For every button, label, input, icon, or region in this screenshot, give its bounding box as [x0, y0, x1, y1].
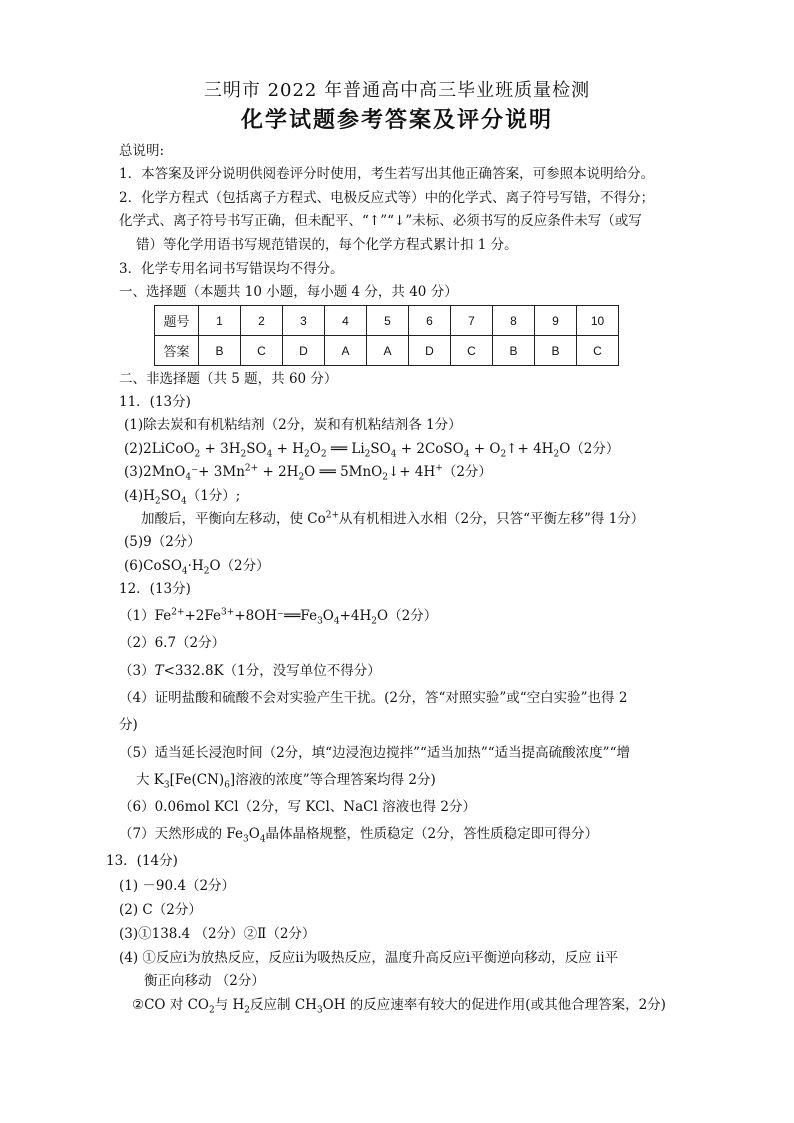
answer-cell: C [241, 336, 283, 366]
q11-answer-2: (2)2LiCoO$_2$ + $3H_2SO_4 + H_2O_2$ ══ $Li_2SO_4$ + 2CoSO$_4$ + $O_2↑+ 4H_2O(2$分） [124, 441, 620, 460]
row-label-answer: 答案 [155, 336, 199, 366]
table-row [155, 336, 619, 366]
question-number: 5 [367, 306, 409, 336]
question-number: 4 [325, 306, 367, 336]
q13-answer-4-cont: 衡正向移动 （2分） [144, 973, 265, 989]
q12-answer-2: （2）6.7（2分） [119, 635, 226, 651]
q12-answer-5: （5）适当延长浸泡时间（2分，填“边浸泡边搅拌”“适当加热”“适当提高硫酸浓度”“增 [119, 745, 630, 761]
document-title: 三明市 2022 年普通高中高三毕业班质量检测 [203, 80, 591, 101]
part2-heading: 二、非选择题（共 5 题，共 60 分） [119, 371, 338, 387]
q13-answer-4b: ②CO 对 $CO_2$与 $H_2$反应制 $CH_3OH$ 的反应速率有较大的促进作用(或其他合理答案，2分) [132, 997, 666, 1016]
q12-answer-1: $(1)Fe^{2+}+2Fe^{3+}+8OH^-══Fe_3O_4+4H_2O(2$分） [119, 607, 438, 627]
general-note-2-cont: 化学式、离子符号书写正确，但未配平、“↑”“↓”未标、必须书写的反应条件未写（或写 [119, 213, 642, 229]
table-row [155, 306, 619, 336]
q12-answer-6: （6）0.06mol KCl（2分，写 KCl、NaCl 溶液也得 2分） [119, 799, 476, 815]
question-number: 1 [199, 306, 241, 336]
q12-answer-5-cont: 大 $K_3[Fe(CN)_6]$溶液的浓度”等合理答案均得 2分) [136, 772, 436, 791]
general-note-2-cont2: 错）等化学用语书写规范错误的，每个化学方程式累计扣 1 分。 [136, 237, 518, 253]
q11-answer-1: (1)除去炭和有机粘结剂（2分，炭和有机粘结剂各 1分） [124, 417, 462, 433]
answer-cell: B [493, 336, 535, 366]
q11-answer-5: (5)9（2分） [124, 534, 201, 550]
question-number: 3 [283, 306, 325, 336]
q11-answer-4-cont: 加酸后，平衡向左移动，使 $Co^{2+}$从有机相进入水相（2分，只答“平衡左移”得 1分） [141, 510, 645, 527]
q11-answer-6: $(6)CoSO_4\cdot H_2O(2$分） [124, 558, 270, 577]
q11-heading: 11．(13分) [119, 394, 191, 410]
q13-heading: 13．(14分) [106, 853, 178, 869]
general-note-2: 2．化学方程式（包括离子方程式、电极反应式等）中的化学式、离子符号写错，不得分； [119, 190, 655, 206]
part1-heading: 一、选择题（本题共 10 小题，每小题 4 分，共 40 分） [119, 284, 458, 300]
q11-answer-4: $(4)H_2SO_4(1$分）; [124, 488, 241, 507]
answer-cell: A [367, 336, 409, 366]
answer-cell: C [577, 336, 619, 366]
general-note-3: 3．化学专用名词书写错误均不得分。 [119, 261, 344, 277]
q12-answer-3: （3）T<332.8K（1分，没写单位不得分） [119, 663, 381, 679]
q11-answer-3: $(3)2MnO_4^-+ 3Mn^{2+} + 2H_2O$ ══ 5MnO$_2$↓+ 4H+（2分） [124, 463, 492, 483]
answer-cell: A [325, 336, 367, 366]
q12-answer-7: （7）天然形成的 $Fe_3O_4$晶体晶格规整，性质稳定（2分，答性质稳定即可得分） [119, 826, 599, 845]
q13-answer-1: (1) －90.4（2分） [119, 878, 236, 894]
q12-answer-4: （4）证明盐酸和硫酸不会对实验产生干扰。(2分，答“对照实验”或“空白实验”也得 2 [119, 690, 628, 706]
q12-answer-4-cont: 分) [119, 717, 138, 733]
question-number: 8 [493, 306, 535, 336]
q13-answer-4: (4) ①反应ⅰ为放热反应，反应ⅱ为吸热反应，温度升高反应ⅰ平衡逆向移动，反应 ⅱ平 [119, 950, 619, 966]
general-heading: 总说明: [119, 143, 165, 159]
answer-cell: B [199, 336, 241, 366]
question-number: 9 [535, 306, 577, 336]
q13-answer-2: (2) C（2分） [119, 902, 202, 918]
answer-cell: D [409, 336, 451, 366]
row-label-number: 题号 [155, 306, 199, 336]
q12-heading: 12．(13分) [119, 581, 191, 597]
q13-answer-3: (3)①138.4 （2分）②Ⅱ（2分） [119, 926, 316, 942]
general-note-1: 1．本答案及评分说明供阅卷评分时使用，考生若写出其他正确答案，可参照本说明给分。 [119, 166, 655, 182]
question-number: 7 [451, 306, 493, 336]
question-number: 2 [241, 306, 283, 336]
answer-table [154, 305, 619, 366]
answer-cell: D [283, 336, 325, 366]
question-number: 6 [409, 306, 451, 336]
answer-cell: B [535, 336, 577, 366]
document-subtitle: 化学试题参考答案及评分说明 [240, 107, 553, 133]
question-number: 10 [577, 306, 619, 336]
answer-cell: C [451, 336, 493, 366]
